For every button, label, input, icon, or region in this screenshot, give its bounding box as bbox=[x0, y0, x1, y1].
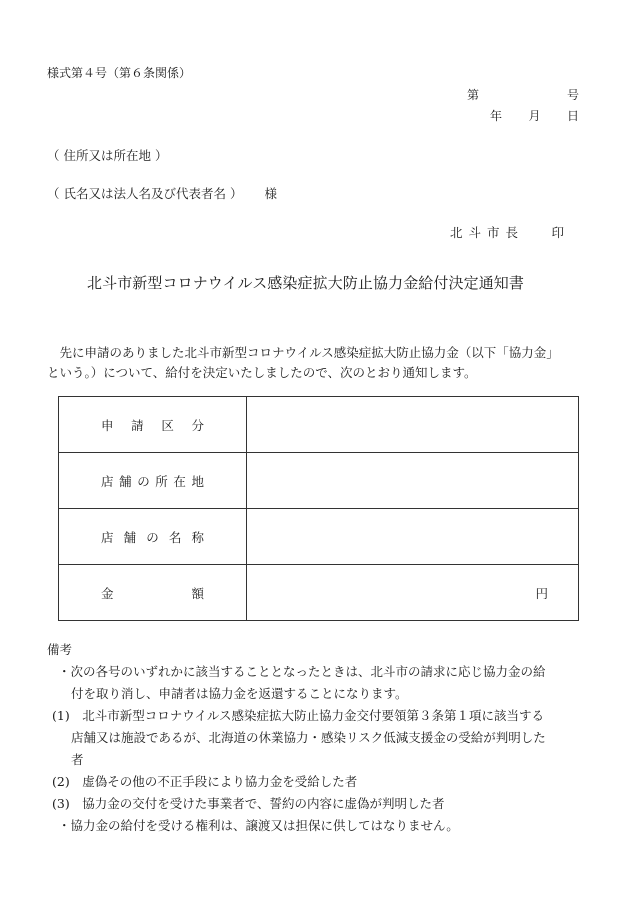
table-row-label bbox=[59, 509, 247, 565]
remark-bullet-1-line-1: ・次の各号のいずれかに該当することとなったときは、北斗市の請求に応じ協力金の給 bbox=[58, 664, 546, 679]
intro-line-2: という。）について、給付を決定いたしましたので、次のとおり通知します。 bbox=[47, 365, 477, 380]
document-number-suffix: 号 bbox=[566, 88, 579, 102]
remark-item-1-line-1: (1) 北斗市新型コロナウイルス感染症拡大防止協力金交付要領第３条第１項に該当する bbox=[52, 708, 544, 723]
label-char: 金 bbox=[101, 585, 114, 601]
issuer-title: 北斗市長 bbox=[450, 225, 525, 240]
intro-text bbox=[47, 343, 587, 383]
date-day: 日 bbox=[566, 109, 579, 123]
table-row-value bbox=[247, 509, 579, 565]
info-table bbox=[58, 396, 579, 621]
table-row-value bbox=[247, 453, 579, 509]
issuer bbox=[450, 223, 564, 241]
recipient-honorific: 様 bbox=[264, 186, 277, 201]
form-number: 様式第４号（第６条関係） bbox=[47, 66, 192, 80]
table-row-value: 円 bbox=[247, 565, 579, 621]
date-year: 年 bbox=[490, 109, 503, 123]
remark-bullet-2: ・協力金の給付を受ける権利は、譲渡又は担保に供してはなりません。 bbox=[58, 818, 459, 833]
label-char: 店 bbox=[101, 473, 114, 489]
table-row bbox=[59, 453, 579, 509]
label-char: 名 bbox=[168, 529, 182, 545]
remarks-heading: 備考 bbox=[47, 642, 73, 657]
label-char: 区 bbox=[161, 417, 174, 433]
table-row bbox=[59, 509, 579, 565]
table-row-value bbox=[247, 397, 579, 453]
date-month: 月 bbox=[528, 109, 541, 123]
document-date bbox=[490, 107, 579, 124]
label-char: 称 bbox=[191, 529, 204, 545]
recipient-address: （ 住所又は所在地 ） bbox=[47, 148, 168, 163]
remark-item-3: (3) 協力金の交付を受けた事業者で、誓約の内容に虚偽が判明した者 bbox=[52, 796, 445, 811]
recipient-name bbox=[47, 184, 277, 202]
remark-item-1-line-2: 店舗又は施設であるが、北海道の休業協力・感染リスク低減支援金の受給が判明した bbox=[71, 730, 546, 745]
remark-bullet-1-line-2: 付を取り消し、申請者は協力金を返還することになります。 bbox=[71, 686, 408, 701]
document-number-prefix: 第 bbox=[467, 88, 480, 102]
table-row-label bbox=[59, 565, 247, 621]
label-char: の bbox=[137, 473, 150, 489]
label-char: 所 bbox=[155, 473, 168, 489]
table-row bbox=[59, 565, 579, 621]
table-row bbox=[59, 397, 579, 453]
label-char: 地 bbox=[191, 473, 204, 489]
label-char: 額 bbox=[191, 585, 204, 601]
remark-item-1-line-3: 者 bbox=[71, 752, 84, 767]
table-row-label bbox=[59, 453, 247, 509]
remark-item-2: (2) 虚偽その他の不正手段により協力金を受給した者 bbox=[52, 774, 358, 789]
table-row-label bbox=[59, 397, 247, 453]
recipient-name-label: （ 氏名又は法人名及び代表者名 ） bbox=[47, 186, 243, 201]
intro-line-1: 先に申請のありました北斗市新型コロナウイルス感染症拡大防止協力金（以下「協力金」 bbox=[47, 345, 559, 360]
label-char: 請 bbox=[131, 417, 144, 433]
document-title: 北斗市新型コロナウイルス感染症拡大防止協力金給付決定通知書 bbox=[87, 274, 525, 292]
label-char: 舗 bbox=[123, 529, 137, 545]
label-char: 店 bbox=[101, 529, 114, 545]
document-number bbox=[467, 86, 579, 103]
remarks-list bbox=[52, 661, 598, 837]
label-char: 在 bbox=[173, 473, 186, 489]
label-char: の bbox=[146, 529, 159, 545]
label-char: 分 bbox=[191, 417, 204, 433]
label-char: 申 bbox=[101, 417, 114, 433]
issuer-seal: 印 bbox=[551, 225, 564, 240]
label-char: 舗 bbox=[119, 473, 132, 489]
